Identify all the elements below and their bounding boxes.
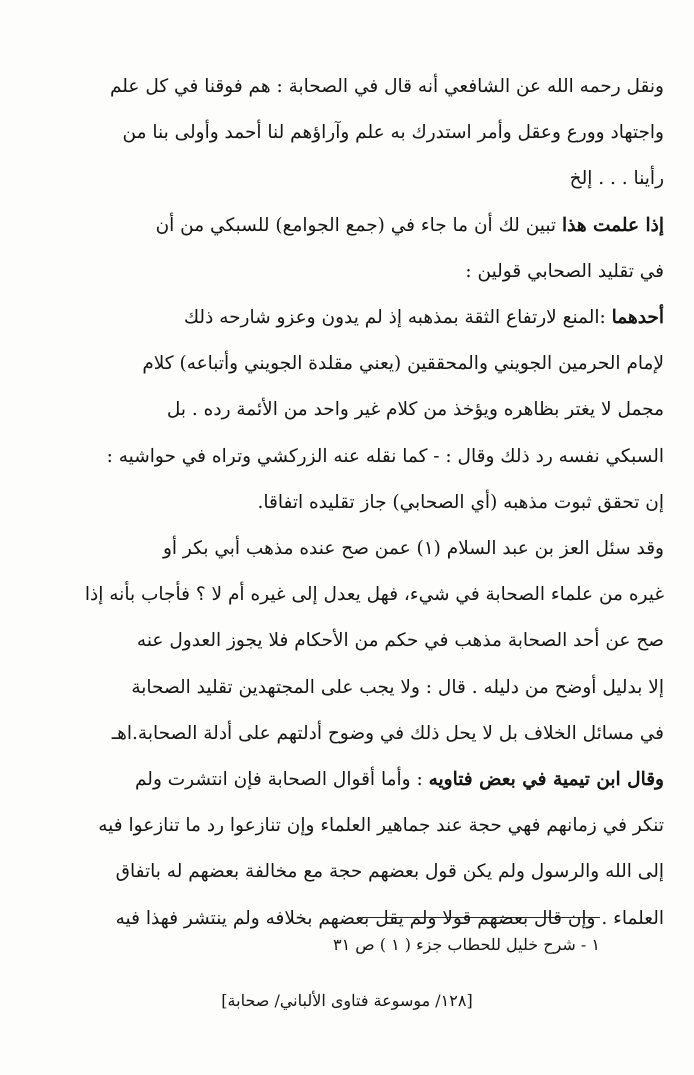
main-text bbox=[30, 64, 664, 942]
text-line: العلماء . وإن قال بعضهم قولا ولم يقل بعضهم بخلافه ولم ينتشر فهذا فيه bbox=[115, 907, 664, 929]
text-line: واجتهاد وورع وعقل وأمر استدرك به علم وآراؤهم لنا أحمد وأولى بنا من bbox=[122, 122, 664, 144]
bold-lead-text: وقال ابن تيمية في بعض فتاويه bbox=[428, 769, 664, 791]
bold-lead-text: أحدهما bbox=[611, 307, 664, 329]
text-line: تنكر في زمانهم فهي حجة عند جماهير العلماء وإن تنازعوا رد ما تنازعوا فيه bbox=[98, 815, 664, 837]
text-line: في تقليد الصحابي قولين : bbox=[465, 260, 664, 282]
footnote: ١ - شرح خليل للحطاب جزء ( ١ ) ص ٣١ bbox=[333, 935, 600, 954]
text-line: غيره من علماء الصحابة في شيء، فهل يعدل إلى غيره أم لا ؟ فأجاب بأنه إذا bbox=[84, 584, 664, 606]
text-line: مجمل لا يغتر بظاهره ويؤخذ من كلام غير واحد من الأئمة رده . بل bbox=[166, 399, 664, 421]
text-line: وقال ابن تيمية في بعض فتاويه : وأما أقوال الصحابة فإن انتشرت ولم bbox=[135, 769, 664, 791]
text-line: ونقل رحمه الله عن الشافعي أنه قال في الصحابة : هم فوقنا في كل علم bbox=[110, 76, 664, 97]
text-line: في مسائل الخلاف بل لا يحل ذلك في وضوح أدلتهم على أدلة الصحابة.اهـ bbox=[111, 722, 664, 744]
bold-lead-text: إذا علمت هذا bbox=[561, 214, 664, 236]
text-line: إذا علمت هذا تبين لك أن ما جاء في (جمع الجوامع) للسبكي من أن bbox=[155, 214, 664, 236]
page-footer: [١٢٨/ موسوعة فتاوى الألباني/ صحابة] bbox=[221, 991, 473, 1010]
text-line: إلى الله والرسول ولم يكن قول بعضهم حجة مع مخالفة بعضهم له باتفاق bbox=[115, 861, 664, 883]
text-line: وقد سئل العز بن عبد السلام (١) عمن صح عنده مذهب أبي بكر أو bbox=[162, 538, 664, 560]
text-line: رأينا . . . إلخ bbox=[569, 168, 664, 190]
text-line: إن تحقق ثبوت مذهبه (أي الصحابي) جاز تقليده اتفاقا. bbox=[257, 491, 664, 513]
text-line: أحدهما :المنع لارتفاع الثقة بمذهبه إذ لم يدون وعزو شارحه ذلك bbox=[183, 307, 664, 329]
text-line: إلا بدليل أوضح من دليله . قال : ولا يجب على المجتهدين تقليد الصحابة bbox=[131, 676, 664, 698]
text-line: السبكي نفسه رد ذلك وقال : - كما نقله عنه الزركشي وتراه في حواشيه : bbox=[106, 445, 664, 467]
text-line: لإمام الحرمين الجويني والمحققين (يعني مقلدة الجويني وأتباعه) كلام bbox=[142, 353, 664, 375]
text-line: صح عن أحد الصحابة مذهب في حكم من الأحكام فلا يجوز العدول عنه bbox=[136, 630, 664, 652]
footnote-separator bbox=[362, 917, 600, 918]
